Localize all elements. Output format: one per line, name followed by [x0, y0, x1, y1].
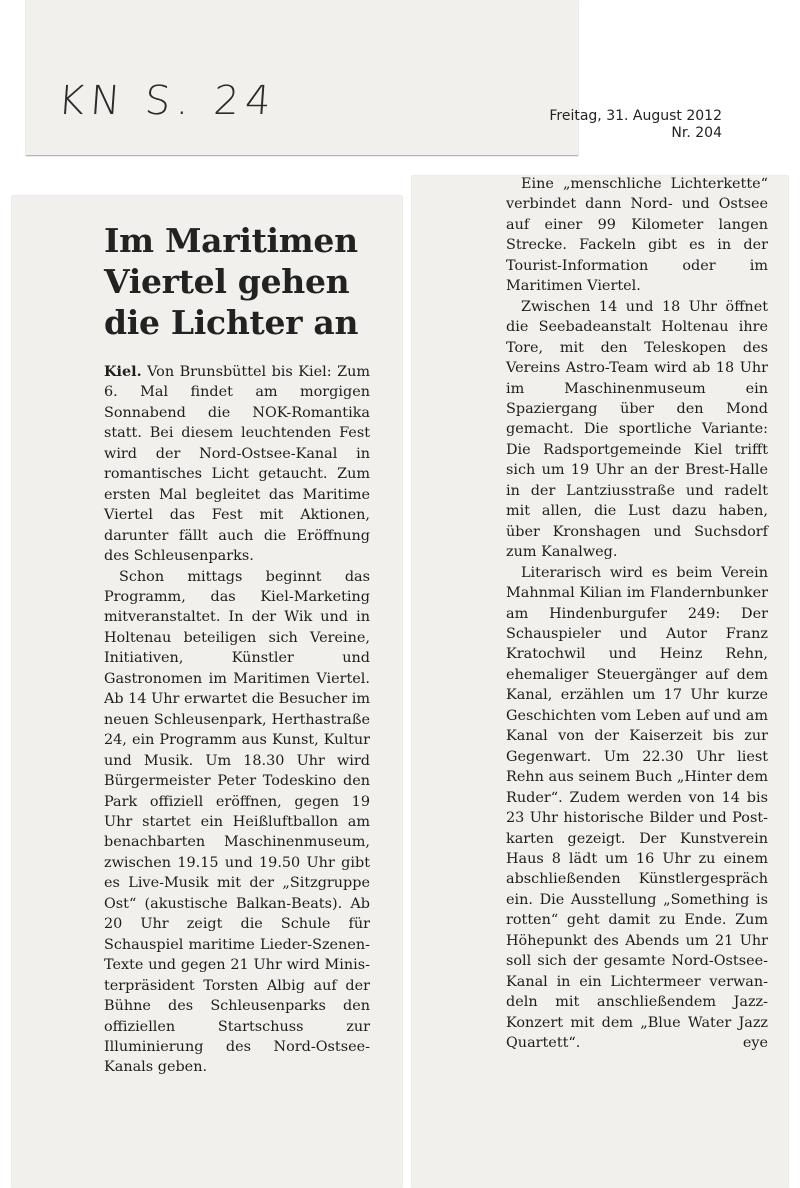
- author-byline: eye: [742, 1035, 768, 1052]
- headline-line: Viertel gehen: [104, 262, 350, 301]
- headline-line: die Lichter an: [104, 303, 359, 342]
- publication-date: Freitag, 31. August 2012: [549, 108, 722, 124]
- article-paragraph: Zwischen 14 und 18 Uhr öffnet die Seebadeanstalt Holtenau ihre Tore, mit den Teleskopen des Vereins Astro-Team wird ab 18 Uhr im Maschinenmuseum ein Spaziergang über den Mond gemacht. Die sportliche Variante: Die Radsportgemeinde Kiel trifft sich um 19 Uhr an der Brest-Halle in der Lantziusstraße und radelt mit allen, die Lust dazu haben, über Kronshagen und Suchsdorf zum Kanalweg.: [506, 298, 768, 561]
- article-paragraph: [506, 563, 768, 1054]
- article-paragraph: [104, 362, 370, 567]
- paragraph-text: Literarisch wird es beim Verein Mahnmal Kilian im Flandernbunker am Hindenburgufer 249: Der Schauspieler und Autor Franz Kratochwil und Heinz Rehn, ehemaliger Steuergänger auf dem Kanal, erzählen um 17 Uhr kurze Geschichten vom Leben auf und am Kanal von der Kaiserzeit bis zur Gegenwart. Um 22.30 Uhr liest Rehn aus seinem Buch „Hinter dem Ruder“. Zudem werden von 14 bis 23 Uhr historische Bilder und Postkarten gezeigt. Der Kunstverein Haus 8 lädt um 16 Uhr zu einem abschließenden Künstlergespräch ein. Die Ausstellung „Something is rotten“ geht damit zu Ende. Zum Höhepunkt des Abends um 21 Uhr soll sich der gesamte Nord-Ostsee-Kanal in ein Lichtermeer verwandeln mit anschließendem Jazz-Konzert mit dem „Blue Water Jazz Quartett“.: [506, 564, 768, 1052]
- paragraph-text: Von Brunsbüttel bis Kiel: Zum 6. Mal findet am morgigen Sonnabend die NOK-Romantika statt. Bei diesem leuchtenden Fest wird der Nord-Ostsee-Kanal in romantisches Licht getaucht. Zum ersten Mal begleitet das Maritime Viertel das Fest mit Aktionen, darunter fällt auch die Eröffnung des Schleusenparks.: [104, 364, 370, 565]
- article-column-right: [506, 174, 768, 1053]
- article-column-left: [104, 362, 370, 1078]
- article-dateline: Kiel.: [104, 363, 142, 380]
- issue-number: Nr. 204: [671, 125, 722, 141]
- article-headline: [104, 220, 384, 343]
- handwritten-page-reference: KN S. 24: [56, 78, 279, 124]
- article-paragraph: Schon mittags beginnt das Programm, das Kiel-Marketing mitveranstaltet. In der Wik und in Holtenau beteiligen sich Vereine, Initiativen, Künstler und Gastronomen im Maritimen Viertel. Ab 14 Uhr erwartet die Besucher im neuen Schleusenpark, Herthastraße 24, ein Programm aus Kunst, Kultur und Musik. Um 18.30 Uhr wird Bürgermeister Peter Todeskino den Park offiziell eröffnen, gegen 19 Uhr startet ein Heißluftballon am benachbarten Maschinenmuseum, zwischen 19.15 und 19.50 Uhr gibt es Live-Musik mit der „Sitzgruppe Ost“ (akustische Balkan-Beats). Ab 20 Uhr zeigt die Schule für Schauspiel maritime Lieder-Szenen-Texte und gegen 21 Uhr wird Ministerpräsident Torsten Albig auf der Bühne des Schleusenparks den offiziellen Startschuss zur Illuminierung des Nord-Ostsee-Kanals geben.: [104, 568, 370, 1076]
- article-paragraph: Eine „menschliche Lichterkette“ verbindet dann Nord- und Ostsee auf einer 99 Kilometer langen Strecke. Fackeln gibt es in der Tourist-Information oder im Maritimen Viertel.: [506, 176, 768, 295]
- headline-line: Im Maritimen: [104, 221, 358, 260]
- publication-dateline: [549, 108, 722, 142]
